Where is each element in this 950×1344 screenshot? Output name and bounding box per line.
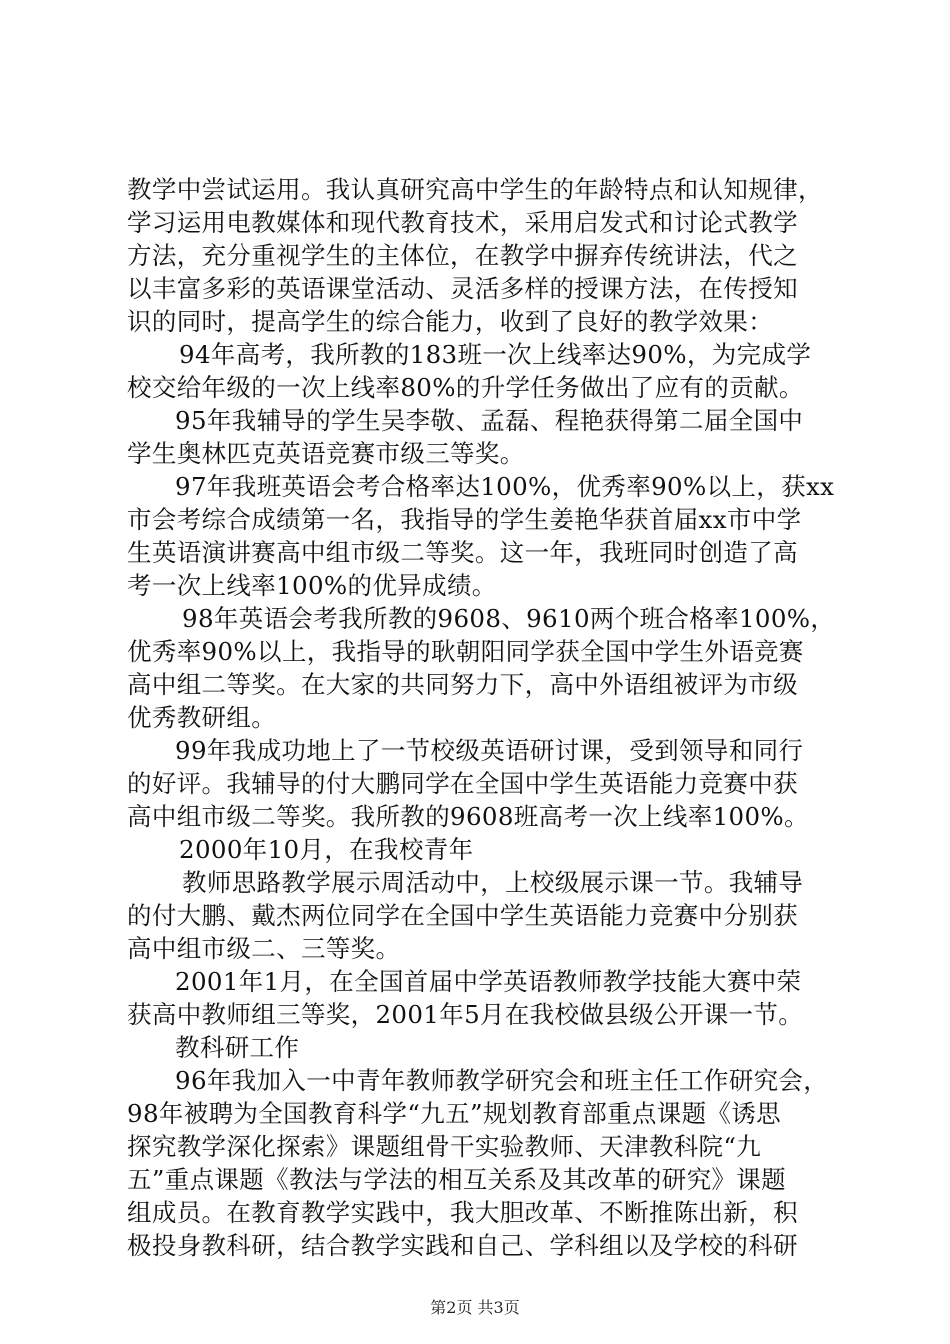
text-line: 98年英语会考我所教的9608、9610两个班合格率100%，: [182, 604, 836, 633]
section-heading: 教科研工作: [175, 1033, 300, 1062]
text-line: 获高中教师组三等奖，2001年5月在我校做县级公开课一节。: [127, 1000, 804, 1029]
text-line: 方法，充分重视学生的主体位，在教学中摒弃传统讲法，代之: [127, 241, 798, 270]
text-line: 极投身教科研，结合教学实践和自己、学科组以及学校的科研: [127, 1231, 798, 1260]
text-line: 五”重点课题《教法与学法的相互关系及其改革的研究》课题: [127, 1165, 786, 1194]
page-footer: 第2页 共3页: [430, 1298, 520, 1317]
text-line: 识的同时，提高学生的综合能力，收到了良好的教学效果：: [127, 307, 774, 336]
text-line: 高中组二等奖。在大家的共同努力下，高中外语组被评为市级: [127, 670, 798, 699]
text-line: 以丰富多彩的英语课堂活动、灵活多样的授课方法，在传授知: [127, 274, 798, 303]
text-line: 优秀教研组。: [127, 703, 277, 732]
text-line: 生英语演讲赛高中组市级二等奖。这一年，我班同时创造了高: [127, 538, 798, 567]
text-line: 99年我成功地上了一节校级英语研讨课，受到领导和同行: [175, 736, 804, 765]
text-line: 教学中尝试运用。我认真研究高中学生的年龄特点和认知规律，: [127, 175, 823, 204]
text-line: 高中组市级二等奖。我所教的9608班高考一次上线率100%。: [127, 802, 809, 831]
text-line: 94年高考，我所教的183班一次上线率达90%，为完成学: [179, 340, 812, 369]
text-line: 考一次上线率100%的优异成绩。: [127, 571, 497, 600]
text-line: 96年我加入一中青年教师教学研究会和班主任工作研究会，: [175, 1066, 829, 1095]
text-line: 2001年1月，在全国首届中学英语教师教学技能大赛中荣: [175, 967, 802, 996]
text-line: 高中组市级二、三等奖。: [127, 934, 401, 963]
text-line: 教师思路教学展示周活动中，上校级展示课一节。我辅导: [182, 868, 804, 897]
text-line: 98年被聘为全国教育科学“九五”规划教育部重点课题《诱思: [127, 1099, 782, 1128]
text-line: 优秀率90%以上，我指导的耿朝阳同学获全国中学生外语竞赛: [127, 637, 804, 666]
text-line: 探究教学深化探索》课题组骨干实验教师、天津教科院“九: [127, 1132, 762, 1161]
text-line: 的付大鹏、戴杰两位同学在全国中学生英语能力竞赛中分别获: [127, 901, 798, 930]
text-line: 97年我班英语会考合格率达100%，优秀率90%以上，获xx: [175, 472, 835, 501]
text-line: 的好评。我辅导的付大鹏同学在全国中学生英语能力竞赛中获: [127, 769, 798, 798]
text-line: 95年我辅导的学生吴李敬、孟磊、程艳获得第二届全国中: [175, 406, 804, 435]
text-line: 学生奥林匹克英语竞赛市级三等奖。: [127, 439, 525, 468]
text-line: 校交给年级的一次上线率80%的升学任务做出了应有的贡献。: [127, 373, 804, 402]
text-line: 市会考综合成绩第一名，我指导的学生姜艳华获首届xx市中学: [127, 505, 802, 534]
text-line: 学习运用电教媒体和现代教育技术，采用启发式和讨论式教学: [127, 208, 798, 237]
text-line: 2000年10月，在我校青年: [179, 835, 474, 864]
text-line: 组成员。在教育教学实践中，我大胆改革、不断推陈出新，积: [127, 1198, 798, 1227]
